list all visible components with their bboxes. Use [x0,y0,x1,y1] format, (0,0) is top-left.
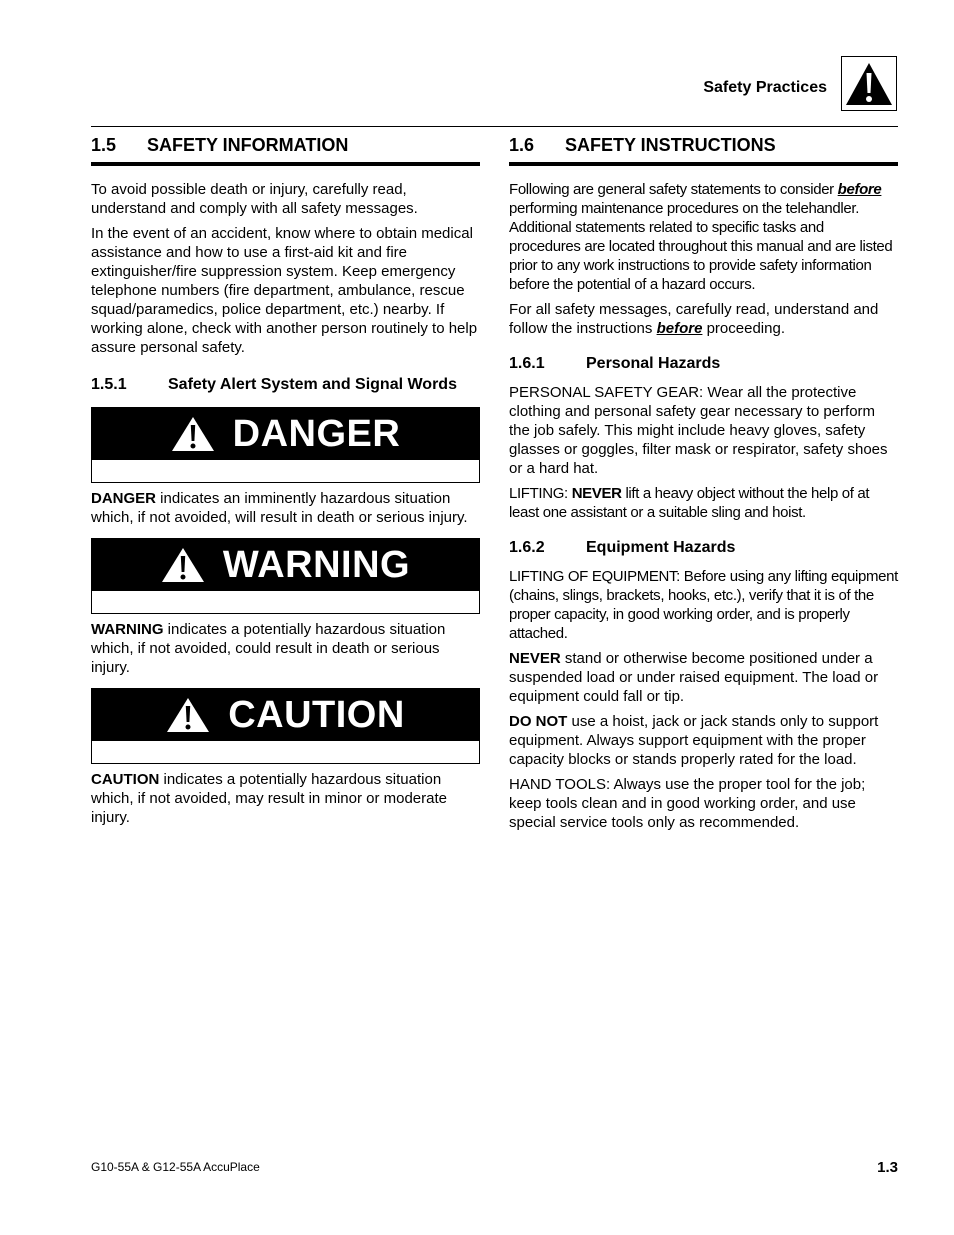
danger-description [91,489,480,527]
header-rule [91,126,898,127]
paragraph-all-messages [509,300,898,338]
subsection-title: Personal Hazards [586,355,721,372]
caution-description [91,770,480,827]
do-not-text: use a hoist, jack or jack stands only to support equipment. Always support equipment with the proper capacity blocks or stands properly rated for the load. [509,713,879,768]
caution-term: CAUTION [91,771,160,788]
paragraph-lifting-equipment: LIFTING OF EQUIPMENT: Before using any lifting equipment (chains, slings, brackets, hooks, etc.), verify that it is of the proper capacity, in good working order, and is properly attached. [509,568,898,642]
lifting-text: lift a heavy object without the help of at least one assistant or a suitable sling and hoist. [509,485,870,521]
paragraph-accident: In the event of an accident, know where to obtain medical assistance and how to use a first-aid kit and fire extinguisher/fire suppression system. Keep emergency telephone numbers (fire department, ambulance, rescue squad/paramedics, police department, etc.) nearby. If working alone, check with another person routinely to help assure personal safety. [91,225,478,356]
danger-term: DANGER [91,490,157,507]
intro-text-b: performing maintenance procedures on the telehandler. Additional statements related to specific tasks and procedures are located throughout this manual and are listed prior to any work instructions to provide safety information before the potential of a hazard occurs. [509,200,893,293]
danger-band [92,408,479,460]
all-msgs-text-b: proceeding. [702,320,785,337]
danger-sign-blank [92,460,479,482]
caution-band [92,689,479,741]
paragraph-general-statements [509,180,898,294]
caution-sign [91,688,480,764]
subsection-heading-1-6-2 [509,539,898,557]
warning-sign-blank [92,591,479,613]
paragraph-hand-tools: HAND TOOLS: Always use the proper tool for the job; keep tools clean and in good working order, and use special service tools only as recommended. [509,776,866,831]
paragraph-read-messages: To avoid possible death or injury, carefully read, understand and comply with all safety messages. [91,181,418,217]
subsection-title: Equipment Hazards [586,539,736,556]
danger-text: indicates an imminently hazardous situation which, if not avoided, will result in death or serious injury. [91,490,468,526]
section-title: SAFETY INSTRUCTIONS [565,135,776,155]
paragraph-lifting [509,484,898,522]
caution-word: CAUTION [228,693,405,736]
warning-text: indicates a potentially hazardous situation which, if not avoided, could result in death or serious injury. [91,621,446,676]
warning-term: WARNING [91,621,164,638]
warning-description [91,620,480,677]
never-text: stand or otherwise become positioned under a suspended load or under raised equipment. The load or equipment could fall or tip. [509,650,879,705]
paragraph-do-not [509,712,898,769]
subsection-heading-1-6-1 [509,355,898,373]
paragraph-safety-gear: PERSONAL SAFETY GEAR: Wear all the protective clothing and personal safety gear necessary to perform the job safely. This might include heavy gloves, safety glasses or goggles, filter mask or respirator, safety shoes or a hard hat. [509,384,888,477]
section-number: 1.5 [91,135,117,155]
danger-sign [91,407,480,483]
section-heading-1-6 [509,132,898,166]
before-emphasis: before [656,320,703,337]
warning-sign [91,538,480,614]
warning-band [92,539,479,591]
subsection-number: 1.5.1 [91,376,127,393]
subsection-number: 1.6.1 [509,355,545,372]
section-title: SAFETY INFORMATION [147,135,349,155]
section-number: 1.6 [509,135,535,155]
caution-text: indicates a potentially hazardous situation which, if not avoided, may result in minor or moderate injury. [91,771,447,826]
section-heading-1-5 [91,132,480,166]
intro-text-a: Following are general safety statements to consider [509,181,838,198]
warning-triangle-icon [166,697,210,733]
header-title: Safety Practices [703,79,827,96]
never-term: NEVER [509,650,561,667]
subsection-number: 1.6.2 [509,539,545,556]
warning-triangle-icon [171,416,215,452]
footer-model: G10-55A & G12-55A AccuPlace [91,1160,260,1174]
subsection-title: Safety Alert System and Signal Words [168,376,457,393]
paragraph-never-stand [509,649,898,706]
danger-word: DANGER [232,412,401,455]
never-term: NEVER [571,485,622,502]
subsection-heading-1-5-1 [91,376,480,394]
warning-triangle-icon [844,61,894,107]
left-column [91,132,480,833]
do-not-term: DO NOT [509,713,568,730]
header-warning-box [841,56,897,111]
warning-word: WARNING [222,543,411,586]
warning-triangle-icon [161,547,205,583]
footer-page-number: 1.3 [877,1159,898,1176]
before-emphasis: before [837,181,882,198]
all-msgs-text-a: For all safety messages, carefully read, understand and follow the instructions [509,301,879,337]
right-column [509,132,898,838]
lifting-label: LIFTING: [509,485,572,502]
caution-sign-blank [92,741,479,763]
